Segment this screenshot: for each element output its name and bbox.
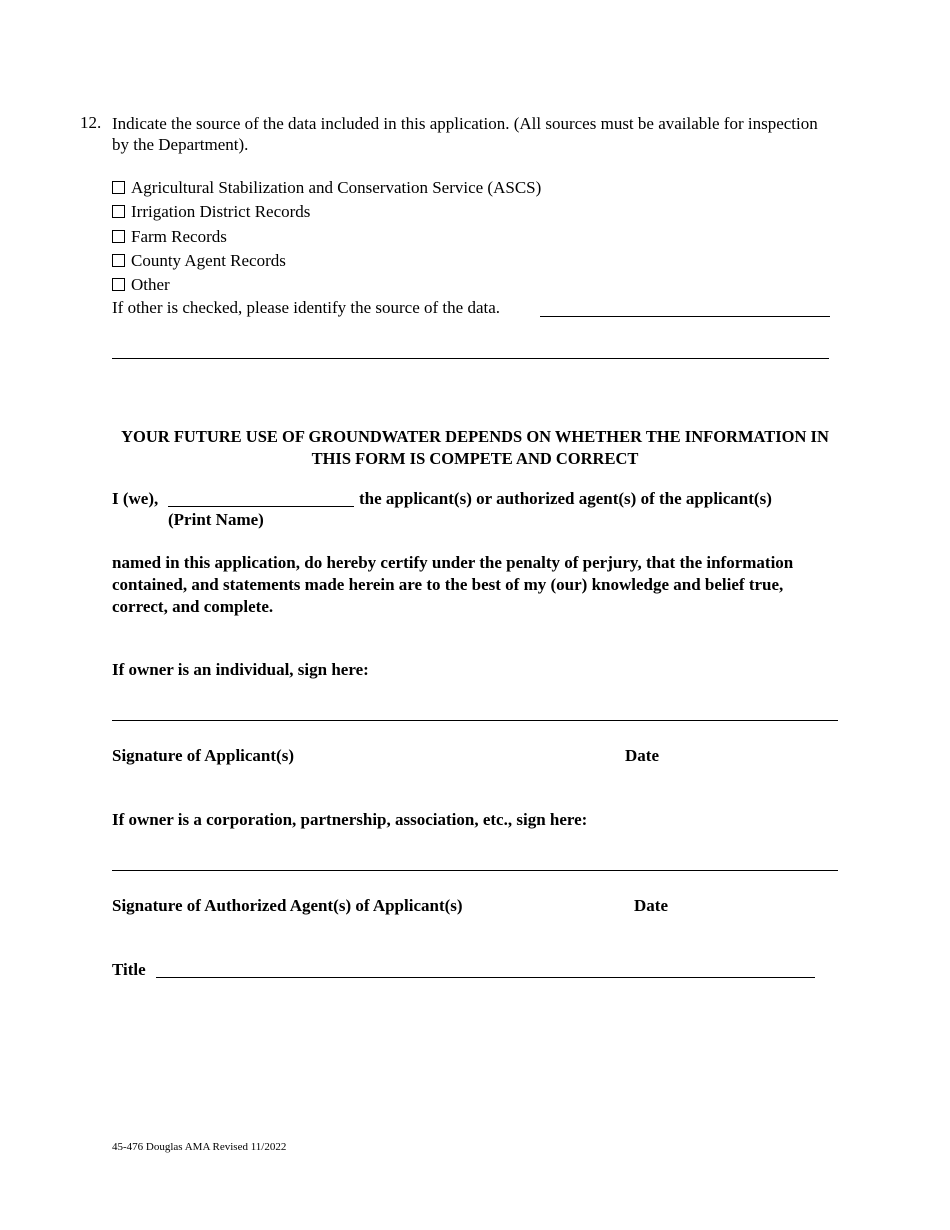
certification-body: named in this application, do hereby certify under the penalty of perjury, that the information contained, and statements made herein are to the best of my (our) knowledge and belief true, correct, and complete. (112, 553, 794, 616)
individual-signature-line[interactable] (112, 720, 838, 721)
print-name-field[interactable] (168, 506, 354, 507)
checkbox-other[interactable] (112, 278, 125, 291)
source-option-irrigation[interactable] (112, 202, 310, 222)
checkbox-county-agent[interactable] (112, 254, 125, 267)
agent-signature-label: Signature of Authorized Agent(s) of Applicant(s) (112, 896, 463, 915)
source-option-other[interactable] (112, 275, 170, 295)
other-source-prompt: If other is checked, please identify the source of the data. (112, 298, 501, 317)
checkbox-farm[interactable] (112, 230, 125, 243)
form-footer: 45-476 Douglas AMA Revised 11/2022 (112, 1141, 287, 1153)
print-name-label: (Print Name) (168, 510, 264, 529)
source-label-county-agent: County Agent Records (131, 251, 286, 270)
title-field-line[interactable] (156, 977, 815, 978)
question-number: 12. (80, 113, 102, 132)
agent-date-label: Date (634, 896, 668, 915)
checkbox-irrigation[interactable] (112, 205, 125, 218)
question-text: Indicate the source of the data included in this application. (All sources must be available for inspection by the Department). (112, 114, 818, 154)
source-option-ascs[interactable] (112, 178, 541, 198)
corporation-instruction: If owner is a corporation, partnership, association, etc., sign here: (112, 810, 588, 829)
other-source-field-line-2[interactable] (112, 358, 829, 359)
checkbox-ascs[interactable] (112, 181, 125, 194)
applicant-date-label: Date (625, 746, 659, 765)
title-label: Title (112, 960, 146, 979)
source-label-farm: Farm Records (131, 227, 227, 246)
source-option-farm[interactable] (112, 227, 227, 247)
source-label-irrigation: Irrigation District Records (131, 202, 311, 221)
cert-suffix: the applicant(s) or authorized agent(s) of the applicant(s) (359, 489, 772, 508)
agent-signature-line[interactable] (112, 870, 838, 871)
groundwater-notice: YOUR FUTURE USE OF GROUNDWATER DEPENDS ON WHETHER THE INFORMATION IN THIS FORM IS COMPETE AND CORRECT (121, 427, 829, 468)
cert-prefix: I (we), (112, 489, 159, 508)
source-label-ascs: Agricultural Stabilization and Conservation Service (ASCS) (131, 178, 542, 197)
source-option-county-agent[interactable] (112, 251, 286, 271)
source-label-other: Other (131, 275, 170, 294)
other-source-field-line-1[interactable] (540, 316, 830, 317)
individual-instruction: If owner is an individual, sign here: (112, 660, 369, 679)
applicant-signature-label: Signature of Applicant(s) (112, 746, 294, 765)
